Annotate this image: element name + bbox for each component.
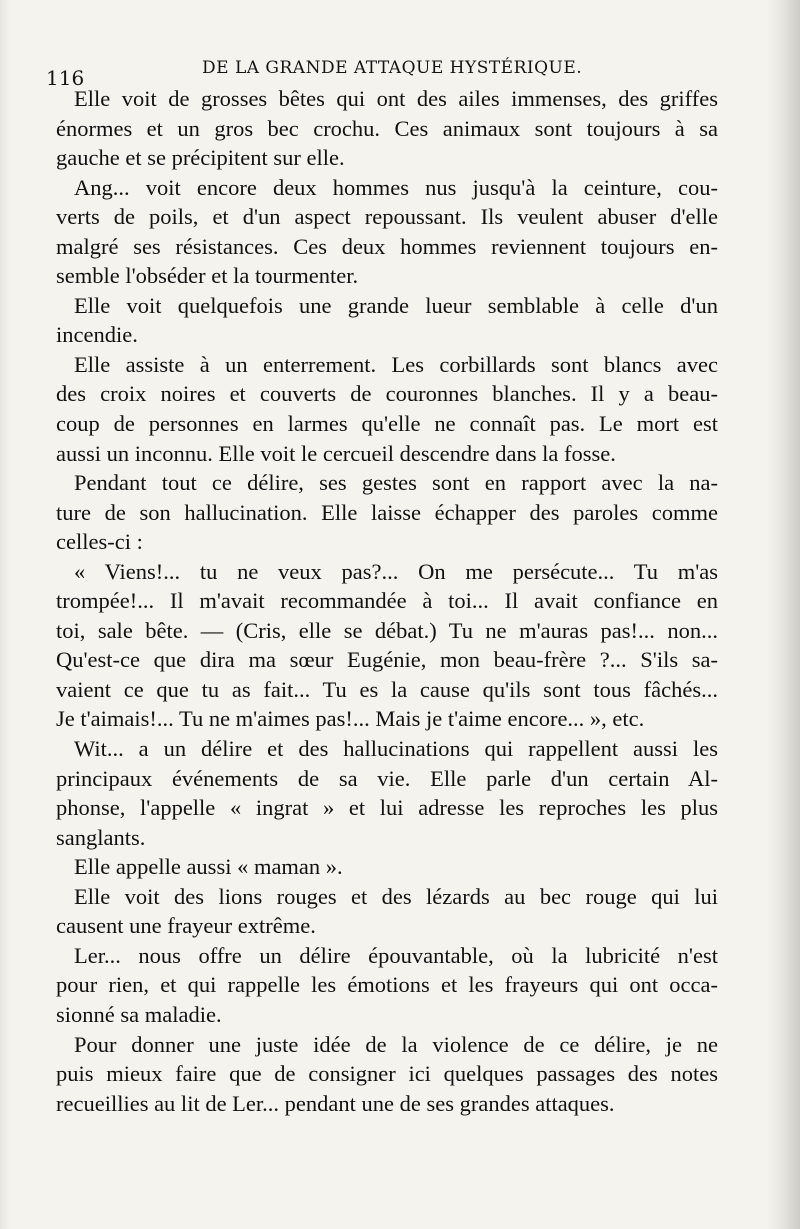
text-line: Qu'est-ce que dira ma sœur Eugénie, mon beau-frère ?... S'ils sa- [56, 647, 718, 673]
text-line: aussi un inconnu. Elle voit le cercueil descendre dans la fosse. [56, 440, 616, 466]
text-line: Elle voit des lions rouges et des lézards au bec rouge qui lui [74, 883, 718, 909]
text-line: Pendant tout ce délire, ses gestes sont en rapport avec la na- [74, 470, 718, 496]
text-line: vaient ce que tu as fait... Tu es la cause qu'ils sont tous fâchés... [56, 676, 718, 702]
page-number: 116 [46, 66, 85, 90]
text-line: toi, sale bête. — (Cris, elle se débat.) Tu ne m'auras pas!... non... [56, 617, 718, 643]
text-line: Wit... a un délire et des hallucinations qui rappellent aussi les [74, 736, 718, 762]
text-line: Je t'aimais!... Tu ne m'aimes pas!... Mais je t'aime encore... », etc. [56, 706, 645, 732]
paragraph [56, 291, 718, 350]
text-line: incendie. [56, 322, 138, 348]
paragraph [56, 350, 718, 468]
paragraph [56, 557, 718, 734]
text-line: malgré ses résistances. Ces deux hommes reviennent toujours en- [56, 233, 718, 259]
paragraph [56, 734, 718, 852]
text-line: recueillies au lit de Ler... pendant une de ses grandes attaques. [56, 1090, 615, 1116]
page-gutter-shadow [766, 0, 800, 1229]
paragraph [56, 882, 718, 941]
text-line: « Viens!... tu ne veux pas?... On me persécute... Tu m'as [74, 558, 718, 584]
paragraph [56, 852, 718, 882]
text-line: ture de son hallucination. Elle laisse échapper des paroles comme [56, 499, 718, 525]
text-line: pour rien, et qui rappelle les émotions et les frayeurs qui ont occa- [56, 972, 718, 998]
text-line: gauche et se précipitent sur elle. [56, 145, 345, 171]
text-line: trompée!... Il m'avait recommandée à toi... Il avait confiance en [56, 588, 718, 614]
text-line: énormes et un gros bec crochu. Ces animaux sont toujours à sa [56, 115, 718, 141]
text-line: sionné sa maladie. [56, 1001, 222, 1027]
text-line: phonse, l'appelle « ingrat » et lui adresse les reproches les plus [56, 795, 718, 821]
text-line: Ang... voit encore deux hommes nus jusqu'à la ceinture, cou- [74, 174, 718, 200]
text-line: coup de personnes en larmes qu'elle ne connaît pas. Le mort est [56, 411, 718, 437]
paragraph [56, 84, 718, 173]
text-line: Pour donner une juste idée de la violence de ce délire, je ne [74, 1031, 718, 1057]
text-line: celles-ci : [56, 529, 143, 555]
text-line: sanglants. [56, 824, 146, 850]
text-line: verts de poils, et d'un aspect repoussant. Ils veulent abuser d'elle [56, 204, 718, 230]
page-left-shadow [0, 0, 10, 1229]
running-head: DE LA GRANDE ATTAQUE HYSTÉRIQUE. [202, 58, 583, 78]
text-line: des croix noires et couverts de couronnes blanches. Il y a beau- [56, 381, 718, 407]
text-line: Elle appelle aussi « maman ». [74, 854, 343, 880]
text-line: Elle voit de grosses bêtes qui ont des ailes immenses, des griffes [74, 86, 718, 111]
paragraph [56, 173, 718, 291]
text-line: puis mieux faire que de consigner ici quelques passages des notes [56, 1061, 718, 1087]
paragraph [56, 468, 718, 557]
text-line: causent une frayeur extrême. [56, 913, 316, 939]
text-line: Elle voit quelquefois une grande lueur semblable à celle d'un [74, 292, 718, 318]
paragraph [56, 1030, 718, 1119]
text-line: semble l'obséder et la tourmenter. [56, 263, 359, 289]
text-line: Elle assiste à un enterrement. Les corbillards sont blancs avec [74, 351, 718, 377]
text-line: Ler... nous offre un délire épouvantable, où la lubricité n'est [74, 942, 718, 968]
text-line: principaux événements de sa vie. Elle parle d'un certain Al- [56, 765, 718, 791]
page-header [0, 54, 800, 90]
body-text [56, 84, 718, 1118]
paragraph [56, 941, 718, 1030]
